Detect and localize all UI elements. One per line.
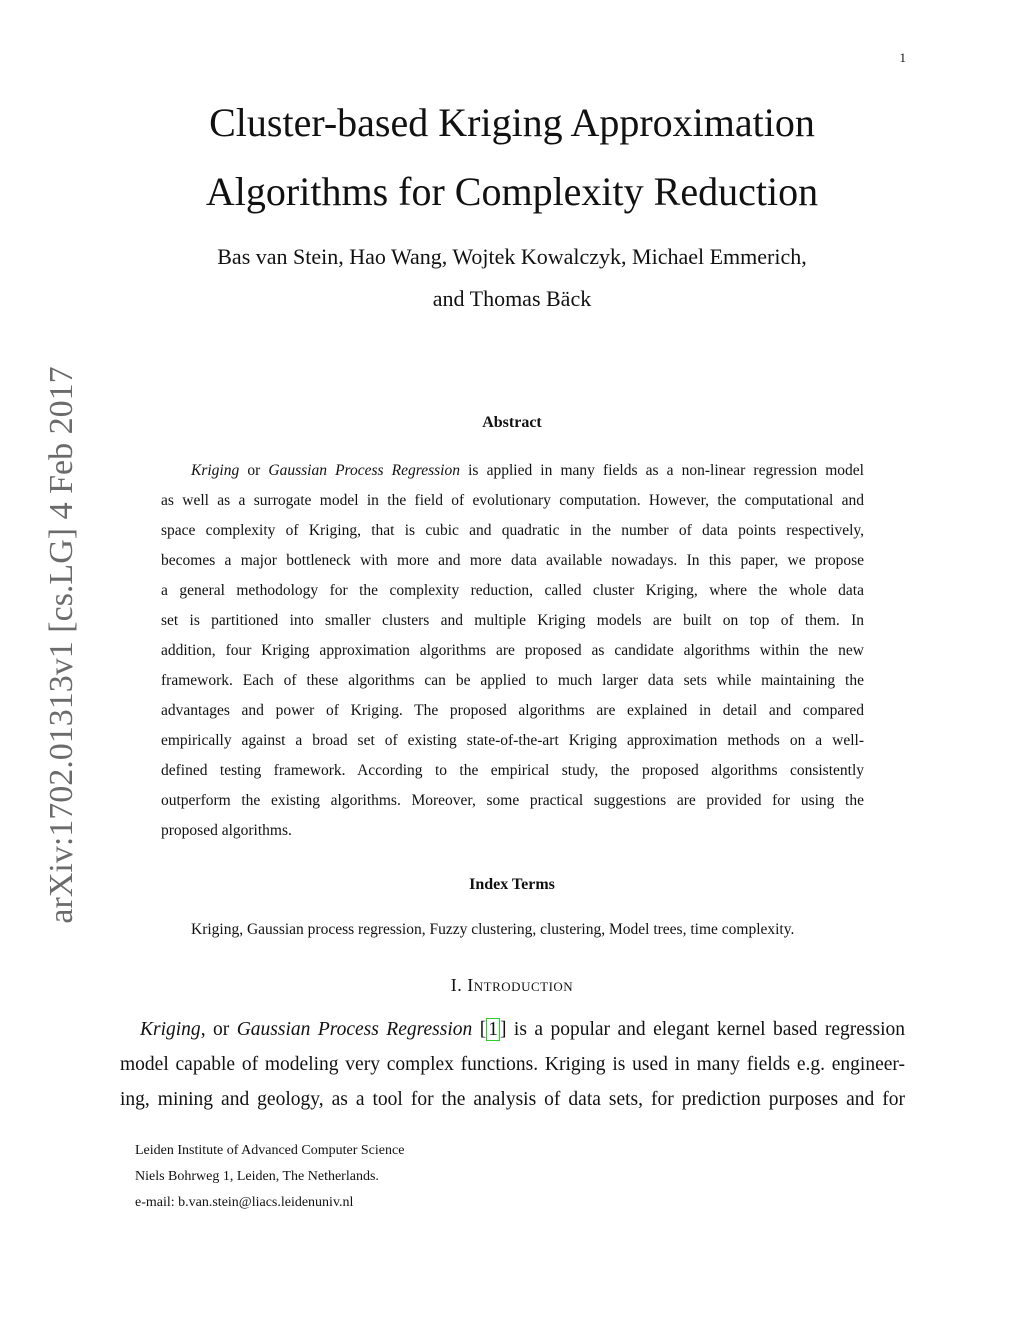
- abstract-line: framework. Each of these algorithms can be applied to much larger data sets while maintaining the: [161, 672, 864, 689]
- author-list: [112, 236, 912, 320]
- abstract-heading: Abstract: [482, 414, 542, 431]
- paper-title: [112, 88, 912, 226]
- section-title-rest: ntroduction: [473, 975, 574, 995]
- index-terms-heading: Index Terms: [469, 876, 555, 893]
- authors-line-2: and Thomas Bäck: [432, 286, 592, 311]
- title-line-2: Algorithms for Complexity Reduction: [205, 169, 819, 214]
- introduction-body: [120, 1012, 905, 1117]
- title-line-1: Cluster-based Kriging Approximation: [209, 100, 815, 145]
- intro-line: Kriging, or Gaussian Process Regression [ 1 ] is a popular and elegant kernel based regression: [140, 1019, 906, 1040]
- index-terms-text: Kriging, Gaussian process regression, Fuzzy clustering, clustering, Model trees, time complexity.: [191, 921, 795, 938]
- abstract-line: as well as a surrogate model in the field of evolutionary computation. However, the computational and: [161, 492, 864, 509]
- citation-link[interactable]: 1: [488, 1019, 498, 1040]
- abstract-term-kriging: Kriging: [191, 462, 240, 479]
- intro-line: model capable of modeling very complex functions. Kriging is used in many fields e.g. engineer-: [120, 1054, 905, 1075]
- intro-line: ing, mining and geology, as a tool for the analysis of data sets, for prediction purposes and for: [120, 1089, 905, 1110]
- abstract-line: advantages and power of Kriging. The proposed algorithms are explained in detail and compared: [161, 702, 864, 719]
- abstract-term-gpr: Gaussian Process Regression: [268, 462, 460, 479]
- footnote-line-institute: Leiden Institute of Advanced Computer Science: [135, 1143, 405, 1158]
- section-number: I.: [450, 975, 468, 995]
- section-first-letter: I: [467, 975, 474, 995]
- abstract-line: set is partitioned into smaller clusters and multiple Kriging models are built on top of them. In: [161, 612, 864, 629]
- abstract-line: outperform the existing algorithms. Moreover, some practical suggestions are provided for using the: [161, 792, 864, 809]
- abstract-line: Kriging or Gaussian Process Regression is applied in many fields as a non-linear regression model: [191, 462, 864, 479]
- authors-line-1: Bas van Stein, Hao Wang, Wojtek Kowalczyk, Michael Emmerich,: [217, 244, 807, 269]
- abstract-line: becomes a major bottleneck with more and more data available nowadays. In this paper, we propose: [161, 552, 864, 569]
- abstract-line: proposed algorithms.: [161, 822, 292, 839]
- abstract-line: defined testing framework. According to the empirical study, the proposed algorithms consistently: [161, 762, 864, 779]
- arxiv-identifier-stamp[interactable]: arXiv:1702.01313v1 [cs.LG] 4 Feb 2017: [43, 366, 80, 924]
- footnote-line-address: Niels Bohrweg 1, Leiden, The Netherlands.: [135, 1169, 379, 1184]
- abstract-line: addition, four Kriging approximation algorithms are proposed as candidate algorithms within the new: [161, 642, 864, 659]
- footnote-line-email: e-mail: b.van.stein@liacs.leidenuniv.nl: [135, 1195, 354, 1210]
- abstract-line: empirically against a broad set of existing state-of-the-art Kriging approximation methods on a well-: [161, 732, 864, 749]
- section-heading-introduction: [112, 975, 912, 996]
- abstract-line: a general methodology for the complexity reduction, called cluster Kriging, where the whole data: [161, 582, 864, 599]
- affiliation-footnote: [135, 1138, 635, 1216]
- page-number: 1: [899, 50, 906, 65]
- abstract-line: space complexity of Kriging, that is cubic and quadratic in the number of data points respectively,: [161, 522, 864, 539]
- abstract-body: [161, 456, 864, 846]
